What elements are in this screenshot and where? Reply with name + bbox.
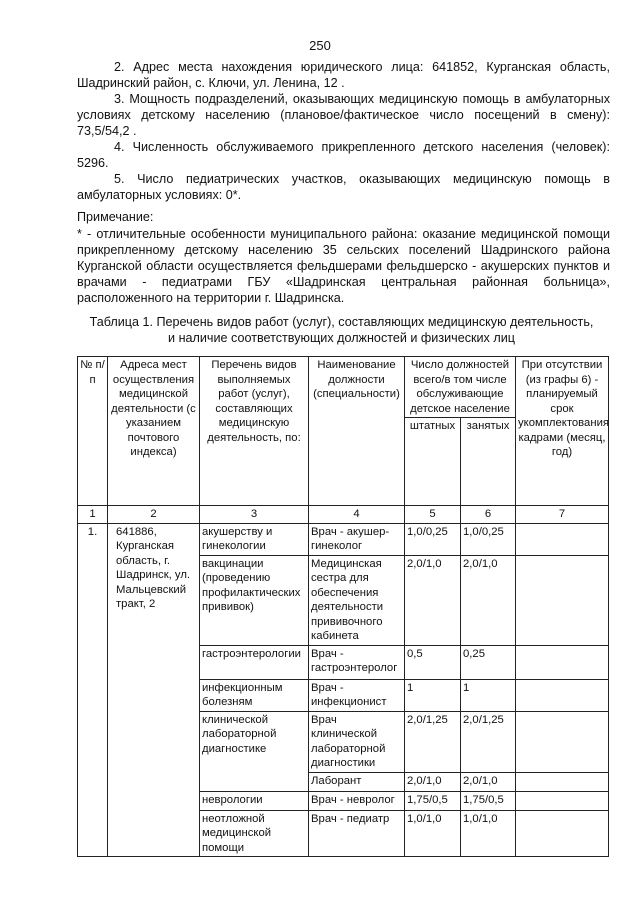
service-name: вакцинации (проведению профилактических прививок) <box>200 555 309 645</box>
position-name: Врач - инфекционист <box>309 679 405 711</box>
column-number: 1 <box>78 506 108 524</box>
table-row <box>78 523 609 555</box>
table-title <box>0 314 640 346</box>
staff-count: 1 <box>405 679 461 711</box>
staff-count: 2,0/1,0 <box>405 772 461 791</box>
staff-count: 1,75/0,5 <box>405 791 461 810</box>
paragraph-address: 2. Адрес места нахождения юридического лица: 641852, Курганская область, Шадринский район, с. Ключи, ул. Ленина, 12 . <box>77 60 610 90</box>
header-positions-count: Число должностей всего/в том числе обслуживающие детское население <box>405 357 516 418</box>
header-services: Перечень видов выполняемых работ (услуг), составляющих медицинскую деятельность, по: <box>200 357 309 506</box>
note-text: * - отличительные особенности муниципального района: оказание медицинской помощи прикрепленному детскому населению 35 сельских поселений Шадринского района Курганской области осуществляется фельдшерами фельдшерско - акушерских пунктов и врачами - педиатрами ГБУ «Шадринская центральная районная больница», расположенного на территории г. Шадринска. <box>77 227 610 305</box>
paragraph-capacity: 3. Мощность подразделений, оказывающих медицинскую помощь в амбулаторных условиях детскому населению (плановое/фактическое число посещений в смену): 73,5/54,2 . <box>77 92 610 138</box>
header-address: Адреса мест осуществления медицинской деятельности (с указанием почтового индекса) <box>108 357 200 506</box>
header-planned-date: При отсутствии (из графы 6) - планируемый срок укомплектования кадрами (месяц, год) <box>516 357 609 506</box>
service-name: гастроэнтерологии <box>200 645 309 679</box>
staff-count: 0,5 <box>405 645 461 679</box>
page-number: 250 <box>309 38 331 53</box>
position-name: Врач - гастроэнтеролог <box>309 645 405 679</box>
column-number: 5 <box>405 506 461 524</box>
occupied-count: 2,0/1,0 <box>461 772 516 791</box>
occupied-count: 1,75/0,5 <box>461 791 516 810</box>
table-title-line-2: и наличие соответствующих должностей и физических лиц <box>168 331 515 345</box>
column-number: 6 <box>461 506 516 524</box>
position-name: Лаборант <box>309 772 405 791</box>
paragraph-pediatric-areas: 5. Число педиатрических участков, оказывающих медицинскую помощь в амбулаторных условиях: 0*. <box>77 172 610 202</box>
planned-date <box>516 772 609 791</box>
service-name: акушерству и гинекологии <box>200 523 309 555</box>
occupied-count: 0,25 <box>461 645 516 679</box>
position-name: Врач - невролог <box>309 791 405 810</box>
position-name: Врач - педиатр <box>309 810 405 857</box>
planned-date <box>516 810 609 857</box>
staff-count: 2,0/1,0 <box>405 555 461 645</box>
row-number: 1. <box>78 523 108 857</box>
planned-date <box>516 679 609 711</box>
header-number: № п/п <box>78 357 108 506</box>
occupied-count: 2,0/1,25 <box>461 711 516 772</box>
occupied-count: 1,0/1,0 <box>461 810 516 857</box>
occupied-count: 1 <box>461 679 516 711</box>
column-number: 7 <box>516 506 609 524</box>
service-name: инфекционным болезням <box>200 679 309 711</box>
staff-count: 2,0/1,25 <box>405 711 461 772</box>
position-name: Медицинская сестра для обеспечения деятельности прививочного кабинета <box>309 555 405 645</box>
header-occupied: занятых <box>461 418 516 506</box>
body-text <box>77 59 610 203</box>
header-position: Наименование должности (специальности) <box>309 357 405 506</box>
planned-date <box>516 523 609 555</box>
header-staff: штатных <box>405 418 461 506</box>
services-table <box>77 356 609 857</box>
column-number: 4 <box>309 506 405 524</box>
position-name: Врач клинической лабораторной диагностики <box>309 711 405 772</box>
occupied-count: 1,0/0,25 <box>461 523 516 555</box>
staff-count: 1,0/1,0 <box>405 810 461 857</box>
planned-date <box>516 555 609 645</box>
table-header-row <box>78 357 609 418</box>
service-name: неврологии <box>200 791 309 810</box>
service-name: клинической лабораторной диагностике <box>200 711 309 791</box>
occupied-count: 2,0/1,0 <box>461 555 516 645</box>
paragraph-population: 4. Численность обслуживаемого прикрепленного детского населения (человек): 5296. <box>77 140 610 170</box>
column-numbers-row <box>78 506 609 524</box>
staff-count: 1,0/0,25 <box>405 523 461 555</box>
facility-address: 641886, Курганская область, г. Шадринск, ул. Мальцевский тракт, 2 <box>108 523 200 857</box>
column-number: 3 <box>200 506 309 524</box>
table-title-line-1: Таблица 1. Перечень видов работ (услуг), составляющих медицинскую деятельность, <box>89 315 594 329</box>
column-number: 2 <box>108 506 200 524</box>
position-name: Врач - акушер-гинеколог <box>309 523 405 555</box>
note-label: Примечание: <box>77 210 154 224</box>
service-name: неотложной медицинской помощи <box>200 810 309 857</box>
planned-date <box>516 645 609 679</box>
planned-date <box>516 791 609 810</box>
planned-date <box>516 711 609 772</box>
